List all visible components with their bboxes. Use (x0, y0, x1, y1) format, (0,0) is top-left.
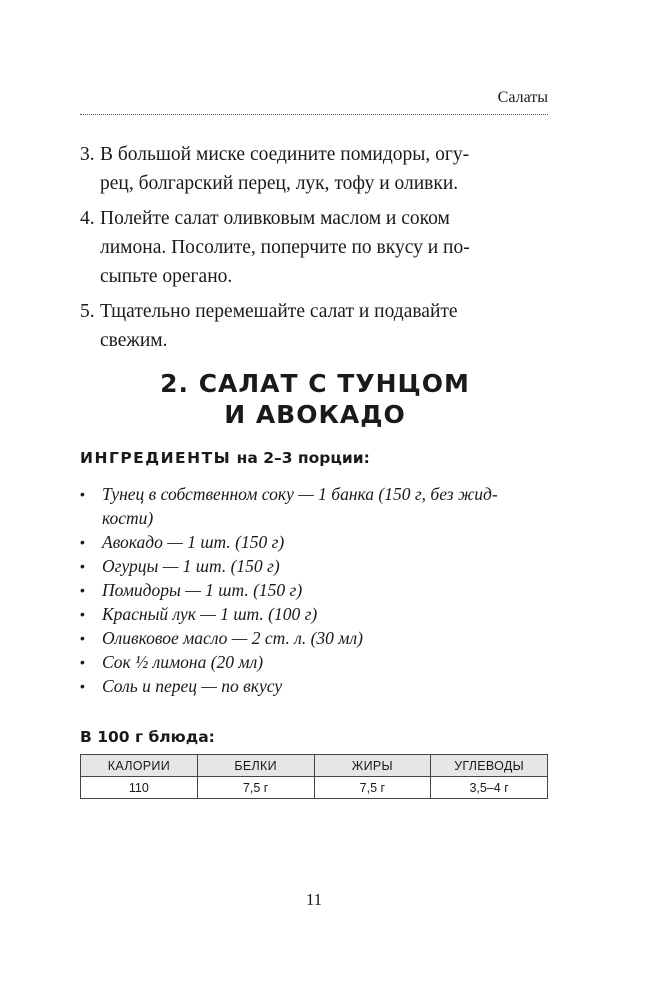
ingredients-heading (80, 448, 370, 468)
step-number: 5. (80, 301, 95, 322)
step-line: Полейте салат оливковым маслом и соком (100, 208, 450, 229)
ingredients-portions: на 2–3 порции: (236, 449, 370, 467)
step-number: 4. (80, 208, 95, 229)
recipe-title-line: 2. САЛАТ С ТУНЦОМ (160, 369, 470, 398)
ingredient-line: кости) (102, 508, 154, 528)
step-number: 3. (80, 144, 95, 165)
step-line: свежим. (100, 330, 168, 351)
ingredient-line: Тунец в собственном соку — 1 банка (150 г, без жид- (102, 484, 498, 504)
list-item (80, 674, 550, 698)
running-header-title: Салаты (497, 89, 548, 106)
step-line: рец, болгарский перец, лук, тофу и оливки. (100, 173, 459, 194)
recipe-title (80, 368, 550, 430)
nutrition-header-fat: ЖИРЫ (314, 755, 431, 777)
step-item (80, 297, 550, 355)
bullet-icon: • (80, 534, 85, 550)
nutrition-header-calories: КАЛОРИИ (81, 755, 198, 777)
list-item (80, 650, 550, 674)
step-line: Тщательно перемешайте салат и подавайте (100, 301, 458, 322)
ingredients-label: ИНГРЕДИЕНТЫ (80, 449, 232, 467)
step-line: сыпьте орегано. (100, 266, 233, 287)
step-line: лимона. Посолите, поперчите по вкусу и по- (100, 237, 470, 258)
step-text (100, 204, 550, 291)
nutrition-heading: В 100 г блюда: (80, 728, 215, 746)
bullet-icon: • (80, 606, 85, 622)
list-item (80, 578, 550, 602)
bullet-icon: • (80, 486, 85, 502)
ingredient-text: Соль и перец — по вкусу (102, 676, 283, 696)
list-item (80, 482, 550, 530)
nutrition-value-calories: 110 (81, 777, 198, 799)
ingredient-text: Помидоры — 1 шт. (150 г) (102, 580, 303, 600)
table-row (81, 777, 548, 799)
list-item (80, 530, 550, 554)
ingredients-list (80, 482, 550, 698)
running-header (80, 88, 548, 115)
recipe-title-line: И АВОКАДО (224, 400, 406, 429)
bullet-icon: • (80, 630, 85, 646)
ingredient-text: Огурцы — 1 шт. (150 г) (102, 556, 280, 576)
ingredient-text: Оливковое масло — 2 ст. л. (30 мл) (102, 628, 363, 648)
nutrition-value-carbs: 3,5–4 г (431, 777, 548, 799)
bullet-icon: • (80, 654, 85, 670)
step-item (80, 204, 550, 291)
nutrition-value-fat: 7,5 г (314, 777, 431, 799)
nutrition-header-carbs: УГЛЕВОДЫ (431, 755, 548, 777)
page-number: 11 (305, 890, 323, 909)
step-text (100, 140, 550, 198)
list-item (80, 626, 550, 650)
table-header-row (81, 755, 548, 777)
ingredient-text: Авокадо — 1 шт. (150 г) (102, 532, 285, 552)
bullet-icon: • (80, 678, 85, 694)
list-item (80, 602, 550, 626)
instruction-steps (80, 140, 550, 361)
step-line: В большой миске соедините помидоры, огу- (100, 144, 470, 165)
nutrition-value-protein: 7,5 г (197, 777, 314, 799)
list-item (80, 554, 550, 578)
nutrition-table (80, 754, 548, 799)
bullet-icon: • (80, 558, 85, 574)
nutrition-header-protein: БЕЛКИ (197, 755, 314, 777)
step-item (80, 140, 550, 198)
ingredient-text: Красный лук — 1 шт. (100 г) (102, 604, 318, 624)
bullet-icon: • (80, 582, 85, 598)
ingredient-text: Сок ½ лимона (20 мл) (102, 652, 264, 672)
ingredient-text (102, 482, 498, 530)
step-text (100, 297, 550, 355)
